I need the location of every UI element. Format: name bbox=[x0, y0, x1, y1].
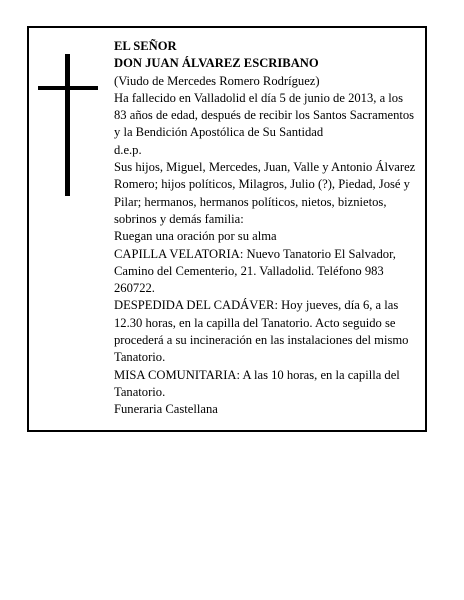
farewell-info: DESPEDIDA DEL CADÁVER: Hoy jueves, día 6, a las 12.30 horas, en la capilla del Tanatorio. Acto seguido se procederá a su incineración en las instalaciones del mismo Tanatorio. bbox=[114, 298, 409, 365]
cross-icon-crossbar bbox=[38, 86, 98, 90]
widower-line: (Viudo de Mercedes Romero Rodríguez) bbox=[114, 73, 320, 88]
funeral-home: Funeraria Castellana bbox=[114, 402, 218, 417]
dep-abbreviation: d.e.p. bbox=[114, 142, 142, 157]
obituary-text bbox=[114, 38, 416, 419]
family-list: Sus hijos, Miguel, Mercedes, Juan, Valle y Antonio Álvarez Romero; hijos políticos, Milagros, Julio (?), Piedad, José y Pilar; hermanos, hermanos políticos, nietos, biznietos, sobrinos y demás familia: bbox=[114, 160, 416, 226]
mass-info: MISA COMUNITARIA: A las 10 horas, en la capilla del Tanatorio. bbox=[114, 367, 400, 399]
notice-heading: EL SEÑOR bbox=[114, 39, 177, 53]
cross-icon bbox=[65, 54, 70, 196]
deceased-name: DON JUAN ÁLVAREZ ESCRIBANO bbox=[114, 56, 319, 71]
prayer-request: Ruegan una oración por su alma bbox=[114, 229, 277, 244]
death-announcement: Ha fallecido en Valladolid el día 5 de junio de 2013, a los 83 años de edad, después de recibir los Santos Sacramentos y la Bendición Apostólica de Su Santidad bbox=[114, 90, 415, 140]
chapel-info: CAPILLA VELATORIA: Nuevo Tanatorio El Salvador, Camino del Cementerio, 21. Valladolid. Teléfono 983 260722. bbox=[114, 246, 396, 296]
